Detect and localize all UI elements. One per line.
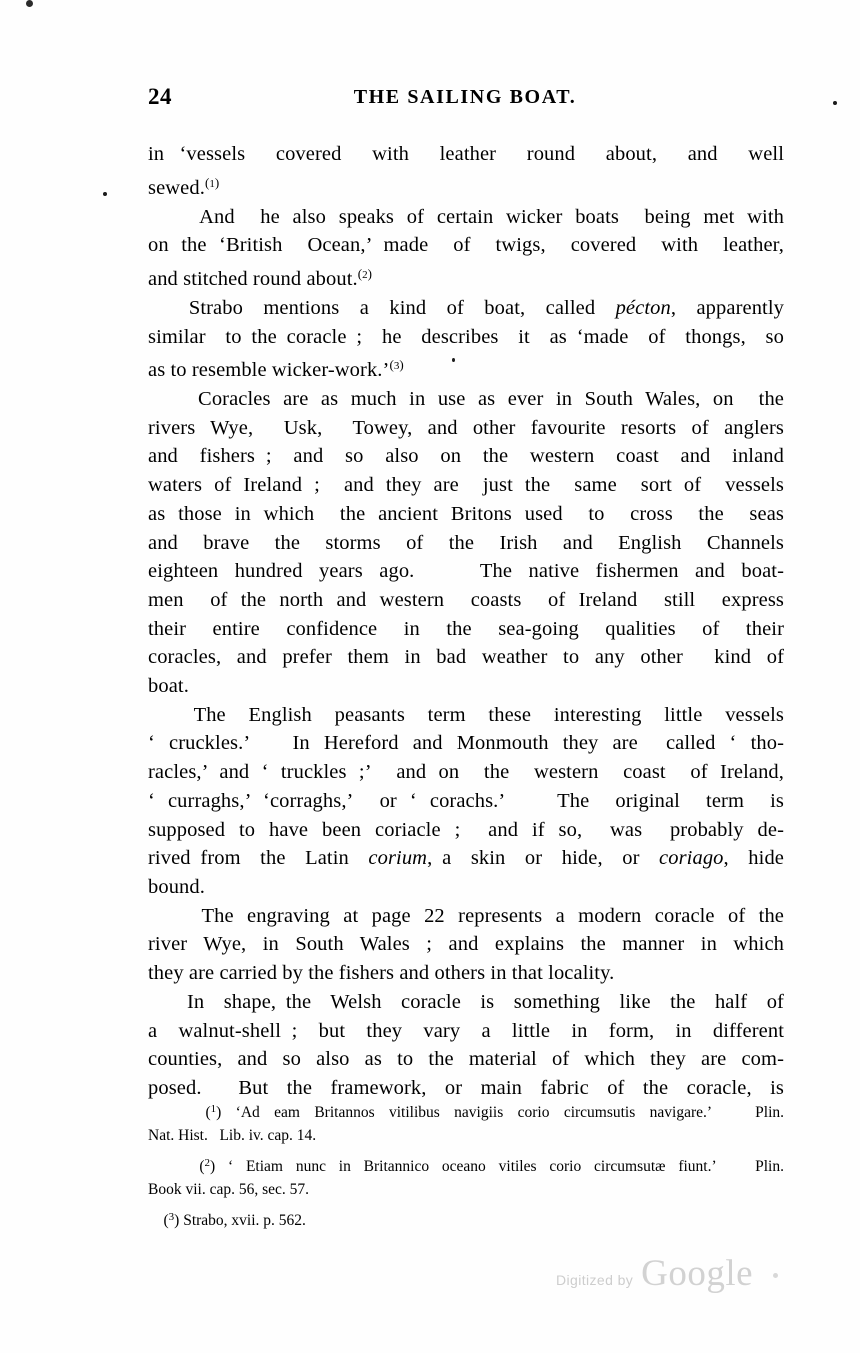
text-line: The engraving at page 22 represents a modern coracle of the (148, 904, 784, 927)
paragraph-5 (148, 701, 784, 902)
footnote-2 (148, 1152, 784, 1202)
footnote-line: ($^2$) ‘ Etiam nunc in Britannico oceano vitiles corio circumsutæ fiunt.’ Plin. (148, 1156, 784, 1175)
text-line: sewed.$^{(1)}$ (148, 174, 220, 199)
watermark-prefix: Digitized by (556, 1272, 634, 1288)
scan-speck (452, 358, 455, 362)
footnote-1 (148, 1098, 784, 1148)
text-line: waters of Ireland ; and they are just the same sort of vessels (148, 474, 784, 497)
text-line: In shape, the Welsh coracle is something like the half of (148, 990, 784, 1013)
text-line: rivers Wye, Usk, Towey, and other favourite resorts of anglers (148, 416, 784, 439)
footnote-reference-1: (1) (204, 174, 220, 190)
text-line: as to resemble wicker-work.’$^{(3)}$ (148, 357, 404, 382)
scan-speck (103, 192, 107, 196)
text-line: on the ‘British Ocean,’ made of twigs, covered with leather, (148, 234, 784, 257)
text-line: supposed to have been coriacle ; and if so, was probably de- (148, 818, 784, 841)
text-line: and brave the storms of the Irish and English Channels (148, 531, 784, 554)
text-line: men of the north and western coasts of Ireland still express (148, 588, 784, 611)
text-line: ‘ curraghs,’ ‘corraghs,’ or ‘ corachs.’ The original term is (148, 789, 784, 812)
text-line: a walnut-shell ; but they vary a little in form, in different (148, 1019, 784, 1042)
body-text-block (148, 140, 784, 1103)
scan-speck (833, 101, 837, 105)
text-line: similar to the coracle ; he describes it as ‘made of thongs, so (148, 325, 784, 348)
paragraph-4 (148, 385, 784, 701)
text-line: Strabo mentions a kind of boat, called pécton, apparently (148, 296, 784, 319)
footnote-line: Book vii. cap. 56, sec. 57. (148, 1181, 310, 1199)
text-line: posed. But the framework, or main fabric of the coracle, is (148, 1076, 784, 1099)
footnote-line: ($^1$) ‘Ad eam Britannos vitilibus navigiis corio circumsutis navigare.’ Plin. (148, 1103, 784, 1121)
text-line: The English peasants term these interesting little vessels (148, 703, 784, 726)
scan-speck (773, 1273, 778, 1278)
text-line: their entire confidence in the sea-going qualities of their (148, 617, 784, 640)
footnote-line: ($^3$) Strabo, xvii. p. 562. (148, 1210, 306, 1229)
paragraph-7 (148, 988, 784, 1103)
text-line: in ‘vessels covered with leather round about, and well (148, 143, 784, 165)
text-line: eighteen hundred years ago. The native fishermen and boat- (148, 560, 784, 583)
watermark-brand: Google (641, 1253, 754, 1294)
text-line: river Wye, in South Wales ; and explains the manner in which (148, 933, 784, 956)
text-line: And he also speaks of certain wicker boats being met with (148, 205, 784, 228)
footnote-3 (148, 1206, 784, 1232)
text-line: bound. (148, 876, 205, 898)
running-head (148, 84, 782, 112)
running-title: THE SAILING BOAT. (353, 86, 577, 108)
footnote-block (148, 1098, 784, 1236)
text-line: Coracles are as much in use as ever in South Wales, on the (148, 388, 784, 411)
text-line: racles,’ and ‘ truckles ;’ and on the western coast of Ireland, (148, 761, 784, 784)
paragraph-3 (148, 294, 784, 385)
text-line: and fishers ; and so also on the western coast and inland (148, 445, 784, 468)
text-line: boat. (148, 675, 189, 698)
page-number: 24 (148, 84, 172, 109)
text-line: as those in which the ancient Britons used to cross the seas (148, 502, 784, 525)
digitized-by-google-watermark (556, 1252, 753, 1295)
text-line: ‘ cruckles.’ In Hereford and Monmouth they are called ‘ tho- (148, 732, 784, 755)
text-line: rived from the Latin corium, a skin or hide, or coriago, hide (148, 847, 784, 870)
paragraph-1 (148, 140, 784, 203)
paragraph-2 (148, 203, 784, 294)
footnote-line: Nat. Hist. Lib. iv. cap. 14. (148, 1127, 317, 1145)
text-line: and stitched round about.$^{(2)}$ (148, 265, 372, 291)
text-line: they are carried by the fishers and others in that locality. (148, 962, 615, 985)
footnote-reference-2: (2) (357, 265, 372, 281)
footnote-reference-3: (3) (389, 357, 404, 373)
text-line: coracles, and prefer them in bad weather to any other kind of (148, 646, 784, 669)
text-line: counties, and so also as to the material of which they are com- (148, 1048, 784, 1071)
paragraph-6 (148, 902, 784, 988)
scan-speck (26, 0, 33, 7)
